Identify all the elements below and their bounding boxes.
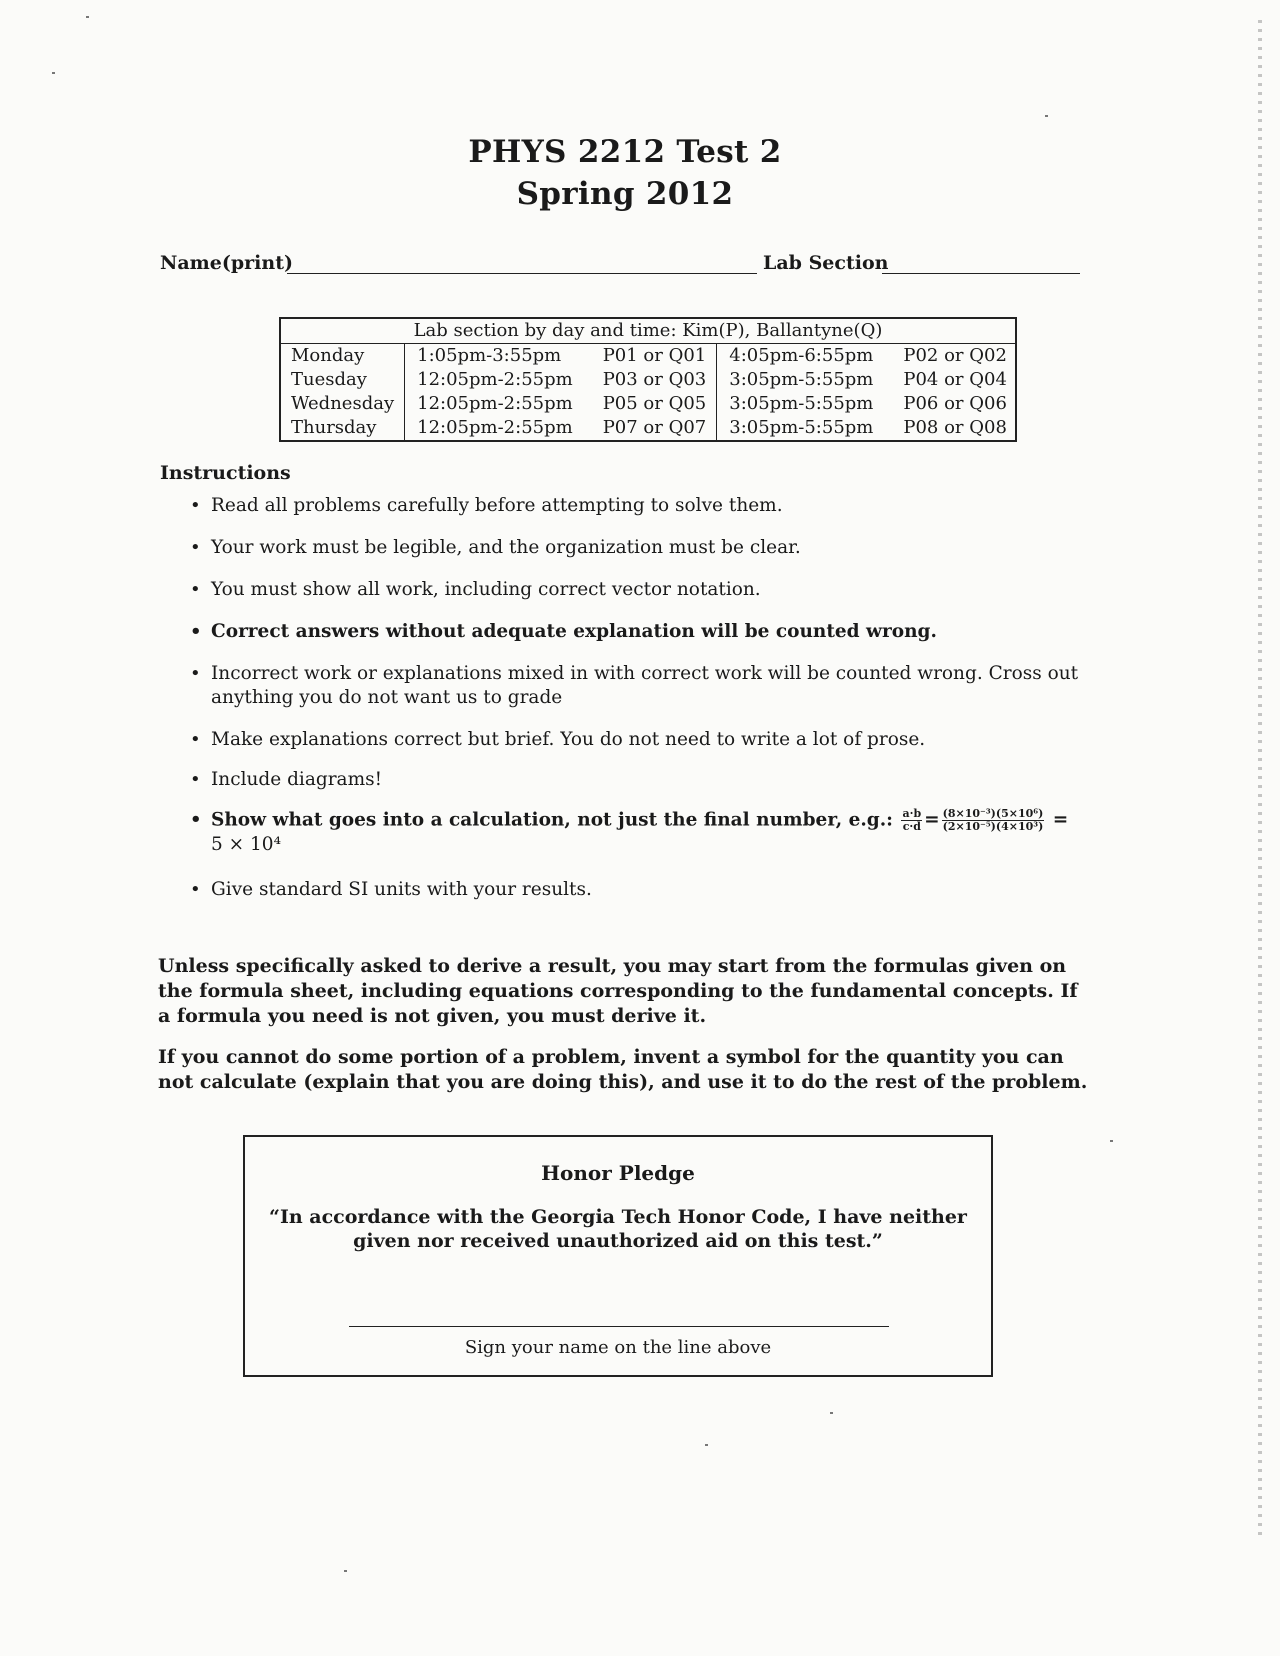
time-cell: 3:05pm-5:55pm: [729, 369, 874, 390]
instructions-heading: Instructions: [160, 462, 291, 484]
derive-paragraph: Unless specifically asked to derive a result, you may start from the formulas given on the formula sheet, including equations corresponding to the fundamental concepts. If a formula you need is not given, you must derive it.: [158, 955, 1078, 1027]
time-cell: 4:05pm-6:55pm: [729, 345, 874, 366]
scan-speck: [344, 1570, 347, 1572]
table-row: [280, 368, 1016, 392]
scan-speck: [86, 16, 89, 18]
scan-speck: [830, 1412, 833, 1414]
list-item: • Read all problems carefully before attempting to solve them.: [190, 494, 1095, 518]
lab-table-heading: Lab section by day and time: Kim(P), Ballantyne(Q): [280, 318, 1016, 344]
lab-section-field[interactable]: [882, 273, 1080, 274]
table-row: [280, 416, 1016, 441]
section-cell: P08 or Q08: [903, 417, 1007, 438]
day-cell: Wednesday: [280, 392, 405, 416]
section-cell: P03 or Q03: [595, 368, 717, 392]
page-title: PHYS 2212 Test 2: [468, 134, 782, 170]
list-item: • Make explanations correct but brief. You do not need to write a lot of prose.: [190, 728, 1095, 752]
lab-section-label: Lab Section: [763, 252, 889, 274]
example-rhs-fraction: [942, 808, 1045, 833]
table-row: [280, 392, 1016, 416]
day-cell: Thursday: [280, 416, 405, 441]
list-item-calculation: • Show what goes into a calculation, not just the final number, e.g.: $\frac{a\cdot b}{c\cdot d}$ = $\frac{\text{(8×10⁻³)(5×10⁶)}}{\text{(2×10⁻⁵)(4×10³)}}$ = 5 × 10⁴: [190, 808, 1095, 857]
section-cell: P04 or Q04: [903, 369, 1007, 390]
honor-pledge-quote: “In accordance with the Georgia Tech Honor Code, I have neither given nor received unauthorized aid on this test.”: [269, 1206, 967, 1252]
day-cell: Tuesday: [280, 368, 405, 392]
signature-line[interactable]: [349, 1326, 889, 1327]
time-cell: 12:05pm-2:55pm: [417, 417, 573, 438]
honor-pledge-title: Honor Pledge: [541, 1161, 695, 1185]
scan-speck: [1110, 1140, 1113, 1142]
list-item: • Your work must be legible, and the organization must be clear.: [190, 536, 1095, 560]
day-cell: Monday: [280, 344, 405, 369]
honor-pledge-box: [243, 1135, 993, 1377]
time-cell: 1:05pm-3:55pm: [417, 345, 562, 366]
list-item: • Give standard SI units with your results.: [190, 878, 1095, 902]
symbol-paragraph: If you cannot do some portion of a problem, invent a symbol for the quantity you can not calculate (explain that you are doing this), and use it to do the rest of the problem.: [158, 1046, 1088, 1093]
signature-caption: Sign your name on the line above: [464, 1337, 772, 1358]
page-subtitle: Spring 2012: [516, 176, 734, 212]
calculation-instruction: Show what goes into a calculation, not just the final number, e.g.:: [211, 809, 894, 831]
example-rhs-denominator: (2×10⁻⁵)(4×10³): [942, 820, 1044, 833]
lab-section-table: [279, 317, 1017, 442]
time-cell: 3:05pm-5:55pm: [729, 417, 874, 438]
section-cell: P05 or Q05: [595, 392, 717, 416]
list-item: • Correct answers without adequate explanation will be counted wrong.: [190, 620, 1095, 644]
name-field[interactable]: [287, 273, 757, 274]
time-cell: 12:05pm-2:55pm: [417, 369, 573, 390]
section-cell: P01 or Q01: [595, 344, 717, 369]
name-label: Name(print): [160, 252, 293, 274]
example-result: 5 × 10⁴: [211, 834, 281, 855]
example-lhs-denominator: c·d: [902, 820, 921, 833]
list-item: • You must show all work, including correct vector notation.: [190, 578, 1095, 602]
scan-edge-noise: [1258, 20, 1262, 1540]
example-lhs-fraction: [901, 808, 922, 833]
section-cell: P02 or Q02: [903, 345, 1007, 366]
scan-speck: [1045, 115, 1048, 117]
list-item: • Incorrect work or explanations mixed in with correct work will be counted wrong. Cross out anything you do not want us to grade: [190, 662, 1095, 710]
student-info-row: [160, 248, 1080, 278]
table-row: [280, 344, 1016, 369]
scan-speck: [705, 1444, 708, 1446]
list-item: • Include diagrams!: [190, 768, 1095, 792]
section-cell: P07 or Q07: [595, 416, 717, 441]
time-cell: 3:05pm-5:55pm: [729, 393, 874, 414]
scan-speck: [52, 72, 55, 74]
example-rhs-numerator: (8×10⁻³)(5×10⁶): [942, 807, 1044, 820]
example-lhs-numerator: a·b: [902, 807, 922, 820]
time-cell: 12:05pm-2:55pm: [417, 393, 573, 414]
section-cell: P06 or Q06: [903, 393, 1007, 414]
